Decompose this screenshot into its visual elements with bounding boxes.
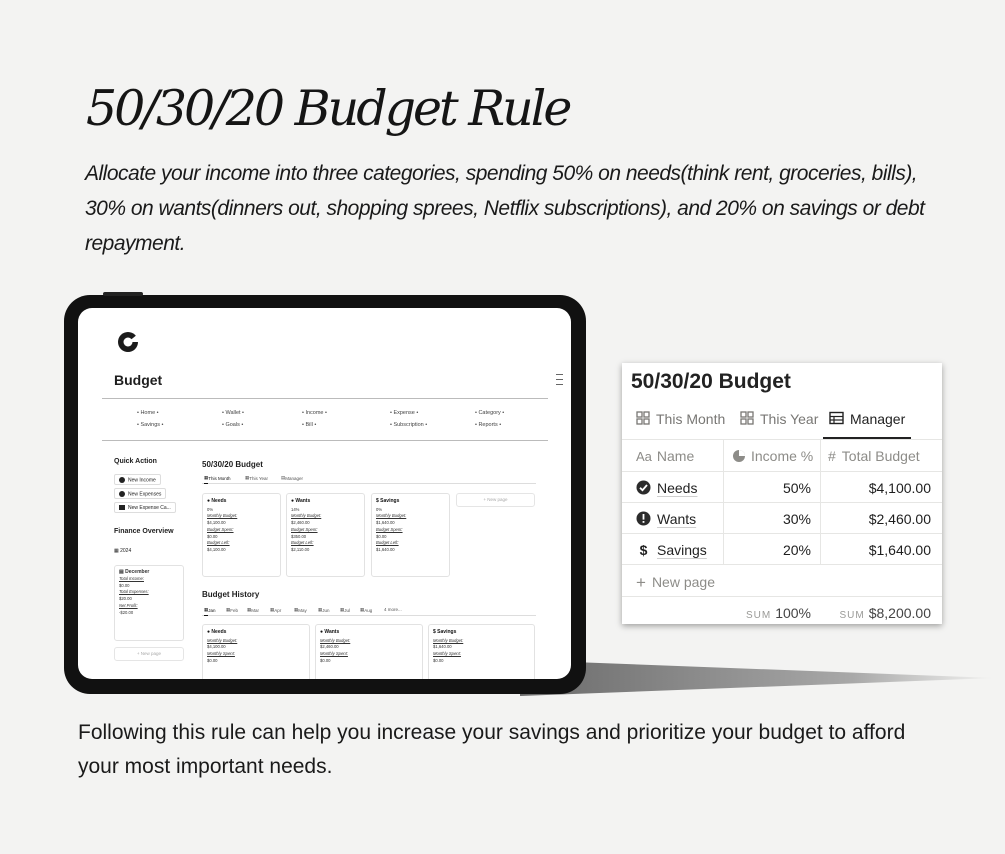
new-page-label: New page	[651, 574, 715, 590]
nav-link-income[interactable]: • Income •	[302, 410, 327, 416]
dollar-icon: $	[639, 542, 648, 558]
net-profit-value: -$20.00	[119, 609, 134, 615]
tab-label: This Year	[249, 476, 269, 481]
card-name: Needs	[211, 629, 227, 635]
history-card-savings[interactable]	[428, 624, 535, 679]
new-page-button[interactable]: + New page	[114, 647, 184, 661]
text-property-icon: Aa	[636, 449, 652, 464]
net-profit-label: Net Profit:	[119, 602, 138, 608]
row-name: Wants	[657, 511, 697, 527]
table-cell-income-pct[interactable]: 20%	[782, 542, 811, 558]
nav-link-wallet[interactable]: • Wallet •	[222, 410, 244, 416]
budget-left-label: Budget Left:	[207, 540, 230, 546]
budget-table-panel	[622, 363, 942, 624]
nav-link-bill[interactable]: • Bill •	[302, 422, 317, 428]
monthly-budget-label: Monthly Budget:	[207, 513, 238, 519]
new-income-button[interactable]	[114, 474, 161, 485]
table-cell-total-budget[interactable]: $4,100.00	[868, 480, 931, 496]
table-row-name[interactable]	[636, 542, 707, 558]
nav-link-expense[interactable]: • Expense •	[390, 410, 419, 416]
card-name: Savings	[437, 629, 457, 635]
header-label: Total Budget	[841, 448, 920, 464]
budget-left-label: Budget Left:	[376, 540, 399, 546]
year-label: 2024	[120, 548, 132, 554]
tab-this-year[interactable]: ▦ This Year	[245, 475, 269, 481]
grid-icon	[740, 411, 754, 425]
budget-spent-value: $350.00	[291, 533, 307, 539]
monthly-budget-value: $2,460.00	[291, 520, 310, 526]
header-label: Name	[656, 448, 695, 464]
divider	[102, 398, 548, 399]
tab-label: Aug	[364, 608, 373, 613]
card-title: $ Savings	[433, 629, 457, 635]
sum-label: SUM	[745, 610, 772, 621]
button-label: New Expense Ca...	[128, 505, 171, 511]
sum-total-budget[interactable]	[828, 605, 931, 621]
budget-card-needs[interactable]	[202, 493, 281, 577]
budget-logo-icon	[116, 330, 140, 354]
new-expense-category-button[interactable]	[114, 502, 176, 513]
month-name: ▤ December	[119, 569, 150, 575]
nav-link-subscription[interactable]: • Subscription •	[390, 422, 428, 428]
page-title: Budget	[114, 372, 163, 388]
month-label: December	[125, 569, 150, 575]
plus-circle-icon	[119, 477, 125, 483]
new-page-button[interactable]: + New page	[456, 493, 535, 507]
quick-action-title: Quick Action	[114, 458, 157, 465]
tablet-screen	[78, 308, 571, 679]
tab-label: Jan	[208, 608, 216, 613]
month-card[interactable]	[114, 565, 184, 641]
table-cell-income-pct[interactable]: 50%	[782, 480, 811, 496]
tab-label: Apr	[274, 608, 282, 613]
monthly-budget-label: Monthly Budget:	[291, 513, 322, 519]
tab-manager[interactable]: ▤ Manager	[281, 475, 304, 481]
divider	[622, 533, 942, 534]
budget-section-title: 50/30/20 Budget	[202, 460, 263, 469]
tab-label: Jun	[322, 608, 330, 613]
budget-spent-label: Budget Spent:	[207, 526, 234, 532]
card-title: $ Savings	[376, 498, 400, 504]
monthly-budget-label: Monthly Budget:	[207, 637, 238, 643]
outro-paragraph: Following this rule can help you increase your savings and prioritize your budget to afford your most important needs.	[78, 721, 906, 778]
tab-may[interactable]: ▦ May	[294, 607, 307, 613]
table-row-name[interactable]	[636, 480, 697, 496]
monthly-budget-label: Monthly Budget:	[433, 637, 464, 643]
monthly-spent-value: $0.00	[320, 657, 331, 663]
tab-label: Feb	[230, 608, 239, 613]
tab-label: This Year	[760, 411, 819, 427]
sum-income-pct[interactable]	[732, 605, 811, 621]
exclamation-circle-icon	[636, 511, 651, 526]
divider	[622, 596, 942, 597]
total-expenses-value: $20.00	[119, 596, 132, 602]
monthly-budget-value: $4,100.00	[207, 520, 226, 526]
progress-pct: 0%	[376, 506, 383, 512]
monthly-spent-value: $0.00	[433, 657, 444, 663]
sum-label: SUM	[839, 610, 865, 621]
row-name: Savings	[657, 542, 707, 558]
tab-label: May	[298, 608, 307, 613]
total-expenses-label: Total Expenses:	[119, 589, 149, 595]
divider	[622, 439, 942, 440]
history-card-wants[interactable]	[315, 624, 423, 679]
total-income-label: Total Income:	[119, 575, 144, 581]
tab-jul[interactable]: ▦ Jul	[340, 607, 351, 613]
monthly-budget-value: $2,460.00	[320, 644, 339, 650]
grid-icon	[636, 411, 650, 425]
column-header-name[interactable]	[636, 448, 694, 464]
budget-spent-label: Budget Spent:	[291, 526, 318, 532]
history-card-needs[interactable]	[202, 624, 310, 679]
number-property-icon: #	[828, 448, 836, 464]
column-header-income-pct[interactable]	[732, 448, 813, 464]
monthly-budget-label: Monthly Budget:	[320, 637, 351, 643]
year-tab[interactable]: ▦ 2024	[114, 548, 132, 554]
tab-manager[interactable]	[823, 411, 911, 439]
tab-jan[interactable]: ▦ Jan	[204, 607, 208, 616]
nav-link-category[interactable]: • Category •	[475, 410, 505, 416]
tab-label: Jul	[344, 608, 351, 613]
header-label: Income %	[751, 448, 814, 464]
budget-spent-value: $0.00	[376, 533, 387, 539]
progress-pct: 14%	[291, 506, 300, 512]
device-shadow	[520, 660, 995, 696]
card-name: Wants	[295, 498, 311, 504]
budget-spent-value: $0.00	[207, 533, 218, 539]
budget-spent-label: Budget Spent:	[376, 526, 403, 532]
tab-label: Mar	[251, 608, 260, 613]
tab-label: This Month	[656, 411, 726, 427]
table-cell-income-pct[interactable]: 30%	[782, 511, 811, 527]
table-icon	[829, 411, 844, 425]
sum-value: $8,200.00	[868, 605, 931, 621]
tab-feb[interactable]: ▦ Feb	[226, 607, 239, 613]
divider	[102, 440, 548, 441]
intro-paragraph: Allocate your income into three categories, spending 50% on needs(think rent, groceries, bills), 30% on wants(dinners out, shopping sprees, Netflix subscriptions), and 20% on savings or debt repayment.	[85, 162, 925, 255]
card-title: ● Wants	[320, 629, 340, 635]
list-icon	[119, 505, 125, 510]
tablet-button	[103, 292, 143, 296]
divider	[622, 471, 942, 472]
button-label: New Income	[128, 477, 156, 484]
row-name: Needs	[657, 480, 698, 496]
scroll-indicator[interactable]	[556, 374, 563, 389]
nav-link-goals[interactable]: • Goals •	[222, 422, 244, 428]
plus-icon: +	[636, 573, 646, 592]
budget-card-savings[interactable]	[371, 493, 450, 577]
new-expenses-button[interactable]	[114, 488, 166, 499]
panel-title: 50/30/20 Budget	[631, 370, 791, 393]
column-header-total-budget[interactable]	[828, 448, 920, 464]
budget-left-value: $2,110.00	[291, 546, 310, 552]
tab-this-month[interactable]: ▦ This Month	[204, 475, 208, 484]
monthly-budget-value: $1,640.00	[433, 644, 452, 650]
budget-view-tabs	[202, 474, 536, 484]
table-row-name[interactable]	[636, 511, 696, 527]
tab-label: Manager	[850, 411, 906, 427]
monthly-spent-label: Monthly Spent:	[207, 651, 235, 657]
table-cell-total-budget[interactable]: $1,640.00	[868, 542, 931, 558]
budget-left-value: $1,640.00	[376, 546, 395, 552]
minus-circle-icon	[119, 491, 125, 497]
card-title: ● Needs	[207, 629, 227, 635]
tab-this-year[interactable]	[740, 411, 818, 439]
monthly-spent-label: Monthly Spent:	[433, 651, 461, 657]
total-income-value: $0.00	[119, 582, 130, 588]
nav-link-home[interactable]: • Home •	[137, 410, 159, 416]
history-month-tabs	[202, 606, 536, 616]
budget-left-label: Budget Left:	[291, 540, 314, 546]
budget-left-value: $4,100.00	[207, 546, 226, 552]
card-title: ● Needs	[207, 498, 227, 504]
page-headline: 50/30/20 Budget Rule	[86, 80, 570, 137]
pie-icon	[732, 449, 746, 463]
button-label: New Expenses	[128, 491, 162, 498]
new-page-button[interactable]	[636, 573, 715, 593]
nav-link-reports[interactable]: • Reports •	[475, 422, 502, 428]
tab-label: This Month	[208, 476, 231, 481]
card-name: Needs	[211, 498, 227, 504]
budget-history-title: Budget History	[202, 590, 260, 599]
card-title: ● Wants	[291, 498, 311, 504]
budget-card-wants[interactable]	[286, 493, 365, 577]
nav-link-savings[interactable]: • Savings •	[137, 422, 164, 428]
tab-more[interactable]: 4 more...	[384, 607, 402, 612]
monthly-spent-value: $0.00	[207, 657, 218, 663]
progress-pct: 0%	[207, 506, 214, 512]
monthly-spent-label: Monthly Spent:	[320, 651, 348, 657]
card-name: Wants	[324, 629, 340, 635]
monthly-budget-value: $4,100.00	[207, 644, 226, 650]
tab-jun[interactable]: ▦ Jun	[318, 607, 330, 613]
tab-label: Manager	[285, 476, 304, 481]
check-circle-icon	[636, 480, 651, 495]
tab-aug[interactable]: ▦ Aug	[360, 607, 373, 613]
monthly-budget-value: $1,640.00	[376, 520, 395, 526]
table-cell-total-budget[interactable]: $2,460.00	[868, 511, 931, 527]
tab-apr[interactable]: ▦ Apr	[270, 607, 282, 613]
card-name: Savings	[380, 498, 400, 504]
tab-mar[interactable]: ▦ Mar	[247, 607, 260, 613]
finance-overview-title: Finance Overview	[114, 528, 174, 535]
divider	[622, 502, 942, 503]
divider	[622, 564, 942, 565]
monthly-budget-label: Monthly Budget:	[376, 513, 407, 519]
tab-this-month[interactable]	[636, 411, 725, 439]
sum-value: 100%	[775, 605, 811, 621]
